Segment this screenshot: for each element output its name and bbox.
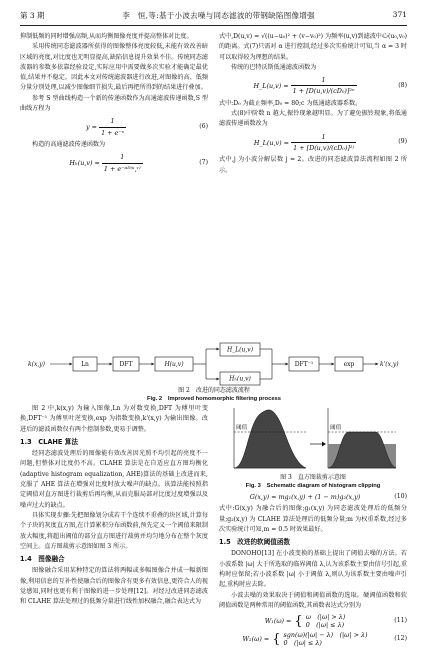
eq-num: 1 [102, 152, 143, 163]
equation-number: (12) [394, 635, 407, 643]
eq-lhs: y = [86, 123, 98, 132]
threshold-label: 阈值 [330, 425, 342, 431]
figure-2 [20, 341, 408, 403]
block-label: Ln [81, 361, 89, 368]
eq-den: 1 + e⁻ᵅᴰ⁽ᵘ,ᵛ⁾ [103, 164, 141, 173]
eq-case: sgn(ω)(|ω| − λ) (|ω| > λ) [283, 631, 368, 640]
left-column-top [20, 32, 208, 176]
eq-case: ω (|ω| > λ) [305, 613, 346, 622]
paragraph: 式中:G(x,y) 为融合后的图像;g₁(x,y) 为同态滤波处理后的低频分量;g₂(x,y) 为 CLAHE 算法处理后的低频分量;m 为权重系数,经过多次实验统计可知,m = 0.5 时效果最好。 [219, 505, 407, 533]
page-number: 371 [392, 10, 407, 19]
equation-11 [219, 613, 407, 629]
eq-lhs: H_L(u,v) = [253, 81, 289, 90]
eq-lhs: W₁(ω) = [264, 617, 292, 626]
figure-caption-en: Fig. 2 Improved homomorphic filtering process [147, 396, 281, 402]
running-title: 李 恒,等:基于小波去噪与同态滤波的带钢缺陷图像增强 [122, 11, 315, 20]
brace-icon: { [272, 631, 281, 647]
right-column-bottom [219, 404, 407, 649]
eq-lhs: H_L(u,v) = [253, 138, 290, 147]
figure-caption-en: Fig. 3 Schematic diagram of histogram clipping [245, 483, 381, 489]
paragraph: 式中,D(u,v) = √((u−u₀)² + (v−v₀)²) 为频率(u,v)到滤波中心(u₀,v₀)的距离。式(7)只需对 α 进行控制,经过多次实验统计可知,当 α = 3 时可以取得较为理想的结果。 [219, 33, 407, 61]
paragraph: 参考 S 型曲线构造一个新的传递函数作为高通滤波传递函数,S 型曲线方程为 [20, 94, 208, 113]
issue-label: 第 3 期 [20, 11, 45, 20]
eq-case: 0 (|ω| ≤ λ) [305, 621, 345, 630]
block-label: exp [343, 361, 355, 368]
eq-num: 1 [99, 116, 126, 127]
histogram-clipping-diagram [228, 404, 398, 474]
threshold-label: 阈值 [236, 425, 248, 431]
paragraph: 构造的高通滤波传递函数为 [32, 140, 106, 148]
block-label: DFT⁻¹ [294, 361, 314, 368]
histogram-curve [234, 410, 306, 468]
paragraph: 具体实现步骤:先把图像划分成若干个连续不重叠的块区域,计算每个子块的灰度直方图,在计算累积分布函数前,预先定义一个阈值来限制放大幅度,将超出阈值的部分直方图进行裁剪并均匀地分布在整个灰度空间上。直方图裁剪示意图如图 3 所示。 [20, 511, 208, 550]
eq-den: 1 + [D(u,v)/(cD₀)]²ʲ [293, 143, 355, 152]
block-label: Hₕ(u,v) [229, 375, 251, 383]
flow-diagram [20, 341, 408, 387]
paragraph: DONOHO[13] 在小波变换的基础上提出了阈值去噪的方法。若小波系数 |ω| 大于所选取的临界阈值 λ,认为该系数主要由信号引起,重构时应保留;若小波系数 |ω| 小于阈值 λ,则认为该系数主要由噪声引起,重构时应去除。 [219, 550, 407, 589]
eq-lhs: Hₕ(u,v) = [69, 159, 100, 168]
paragraph: 经同态滤波处理后的图像能有效改善因光照不均引起的亮度不一问题,但整体对比度仍不高。CLAHE 算法是在自适应直方图均衡化(adaptive histogram equalization, AHE)算法的基础上改进而来,克服了 AHE 算法在增强对比度时放大噪声的缺点。该算法能按照指定阈值对直方图进行裁剪后再均衡,从而克服局部对比度过度增强以及噪声过大的缺点。 [20, 450, 208, 509]
equation-number: (7) [199, 158, 208, 166]
input-label: k(x,y) [28, 361, 45, 368]
block-label: DFT [119, 361, 133, 368]
block-label: H(u,v) [164, 361, 184, 368]
equation-number: (11) [394, 617, 407, 625]
paragraph: 图 2 中,k(x,y) 为输入图像,Ln 为对数变换,DFT 为傅里叶变换,DFT⁻¹ 为傅里叶逆变换,exp 为指数变换,k'(x,y) 为输出图像。改进后的滤波函数仅有两个控制参数,更易于调整。 [20, 405, 208, 433]
section-heading: 1.5 改进的软阈值函数 [219, 538, 291, 547]
left-column-bottom [20, 404, 208, 608]
eq-num: 1 [291, 75, 357, 86]
figure-caption-cn: 图 3 直方图裁剪示意图 [280, 474, 346, 481]
equation-9 [219, 132, 407, 154]
right-column-top [219, 32, 407, 176]
eq-num: 1 [291, 132, 356, 143]
equation-6 [20, 116, 208, 138]
paragraph: 式中,j 为小波分解层数 j = 2。改进的同态滤波算法流程如图 2 所示。 [219, 156, 407, 174]
histogram-panel-right [328, 408, 396, 468]
paragraph: 采用传统同态滤波器所获得的图像整体亮度较低,未能有效改善暗区域的亮度,对比度也无明显提高,缺陷信息提升效果不佳。传统同态滤波器的参数多依靠经验设定,实际应用中需要做多次实验才能确定最优值,结果并不稳定。因此本文对传统滤波器进行改进,对图像的高、低频分量分别处理,以减少图像细节损失,最后再把所得到的结果进行叠加。 [20, 43, 208, 92]
section-heading: 1.3 CLAHE 算法 [20, 437, 78, 446]
paragraph: 传统的巴特沃斯低通滤波函数为 [231, 63, 317, 71]
equation-number: (10) [394, 493, 407, 500]
equation-number: (9) [398, 138, 407, 146]
equation-7 [20, 152, 208, 174]
output-label: k'(x,y) [380, 361, 399, 368]
figure-caption-cn: 图 2 改进的同态滤波流程 [178, 387, 250, 394]
equation-12 [219, 631, 407, 647]
paragraph: 图像融合采用某种特定的算法将两幅或多幅图像合并成一幅新图像,利用信息的互补性使融合后的图像含有更多有效信息,更符合人的视觉感知,同时也更有利于图像的进一步处理[12]。对经过改进同态滤波和 CLAHE 算法处理过的低频分量进行线性加权融合,融合表达式为 [20, 567, 208, 606]
paragraph: 小波去噪的效果取决于阈值和阈值函数的选取。硬阈值函数和软阈值函数是两种常用的阈值函数,其函数表达式分别为 [219, 591, 407, 609]
eq-case: 0 (|ω| ≤ λ) [283, 639, 322, 648]
equation-10 [219, 492, 407, 502]
eq-body: G(x,y) = mg₁(x,y) + (1 − m)g₂(x,y) [249, 493, 361, 501]
paragraph: 式中:D₀ 为截止频率,D₀ = 80;c 为低通滤波器系数。 [219, 99, 362, 107]
equation-number: (8) [398, 81, 407, 89]
block-label: H_L(u,v) [226, 346, 254, 354]
arrow-right [310, 442, 326, 447]
paragraph: 抑制低频的同时增强高频,从而均衡图像亮度并提高整体对比度。 [20, 33, 193, 40]
equation-8 [219, 75, 407, 97]
histogram-panel-left [234, 408, 306, 468]
section-heading: 1.4 图像融合 [20, 555, 65, 564]
eq-den: 1 + [D(u,v)/(cD₀)]²ⁿ [292, 87, 355, 96]
running-header [20, 10, 407, 26]
figure-3 [219, 404, 407, 490]
eq-den: 1 + e⁻ˣ [101, 128, 124, 137]
equation-number: (6) [199, 123, 208, 131]
paragraph: 式(8)中阶数 n 越大,振铃现象越明显。为了避免振铃现象,将低通滤波传递函数改为 [219, 110, 407, 128]
eq-lhs: W₂(ω) = [242, 635, 270, 644]
brace-icon: { [294, 613, 303, 629]
